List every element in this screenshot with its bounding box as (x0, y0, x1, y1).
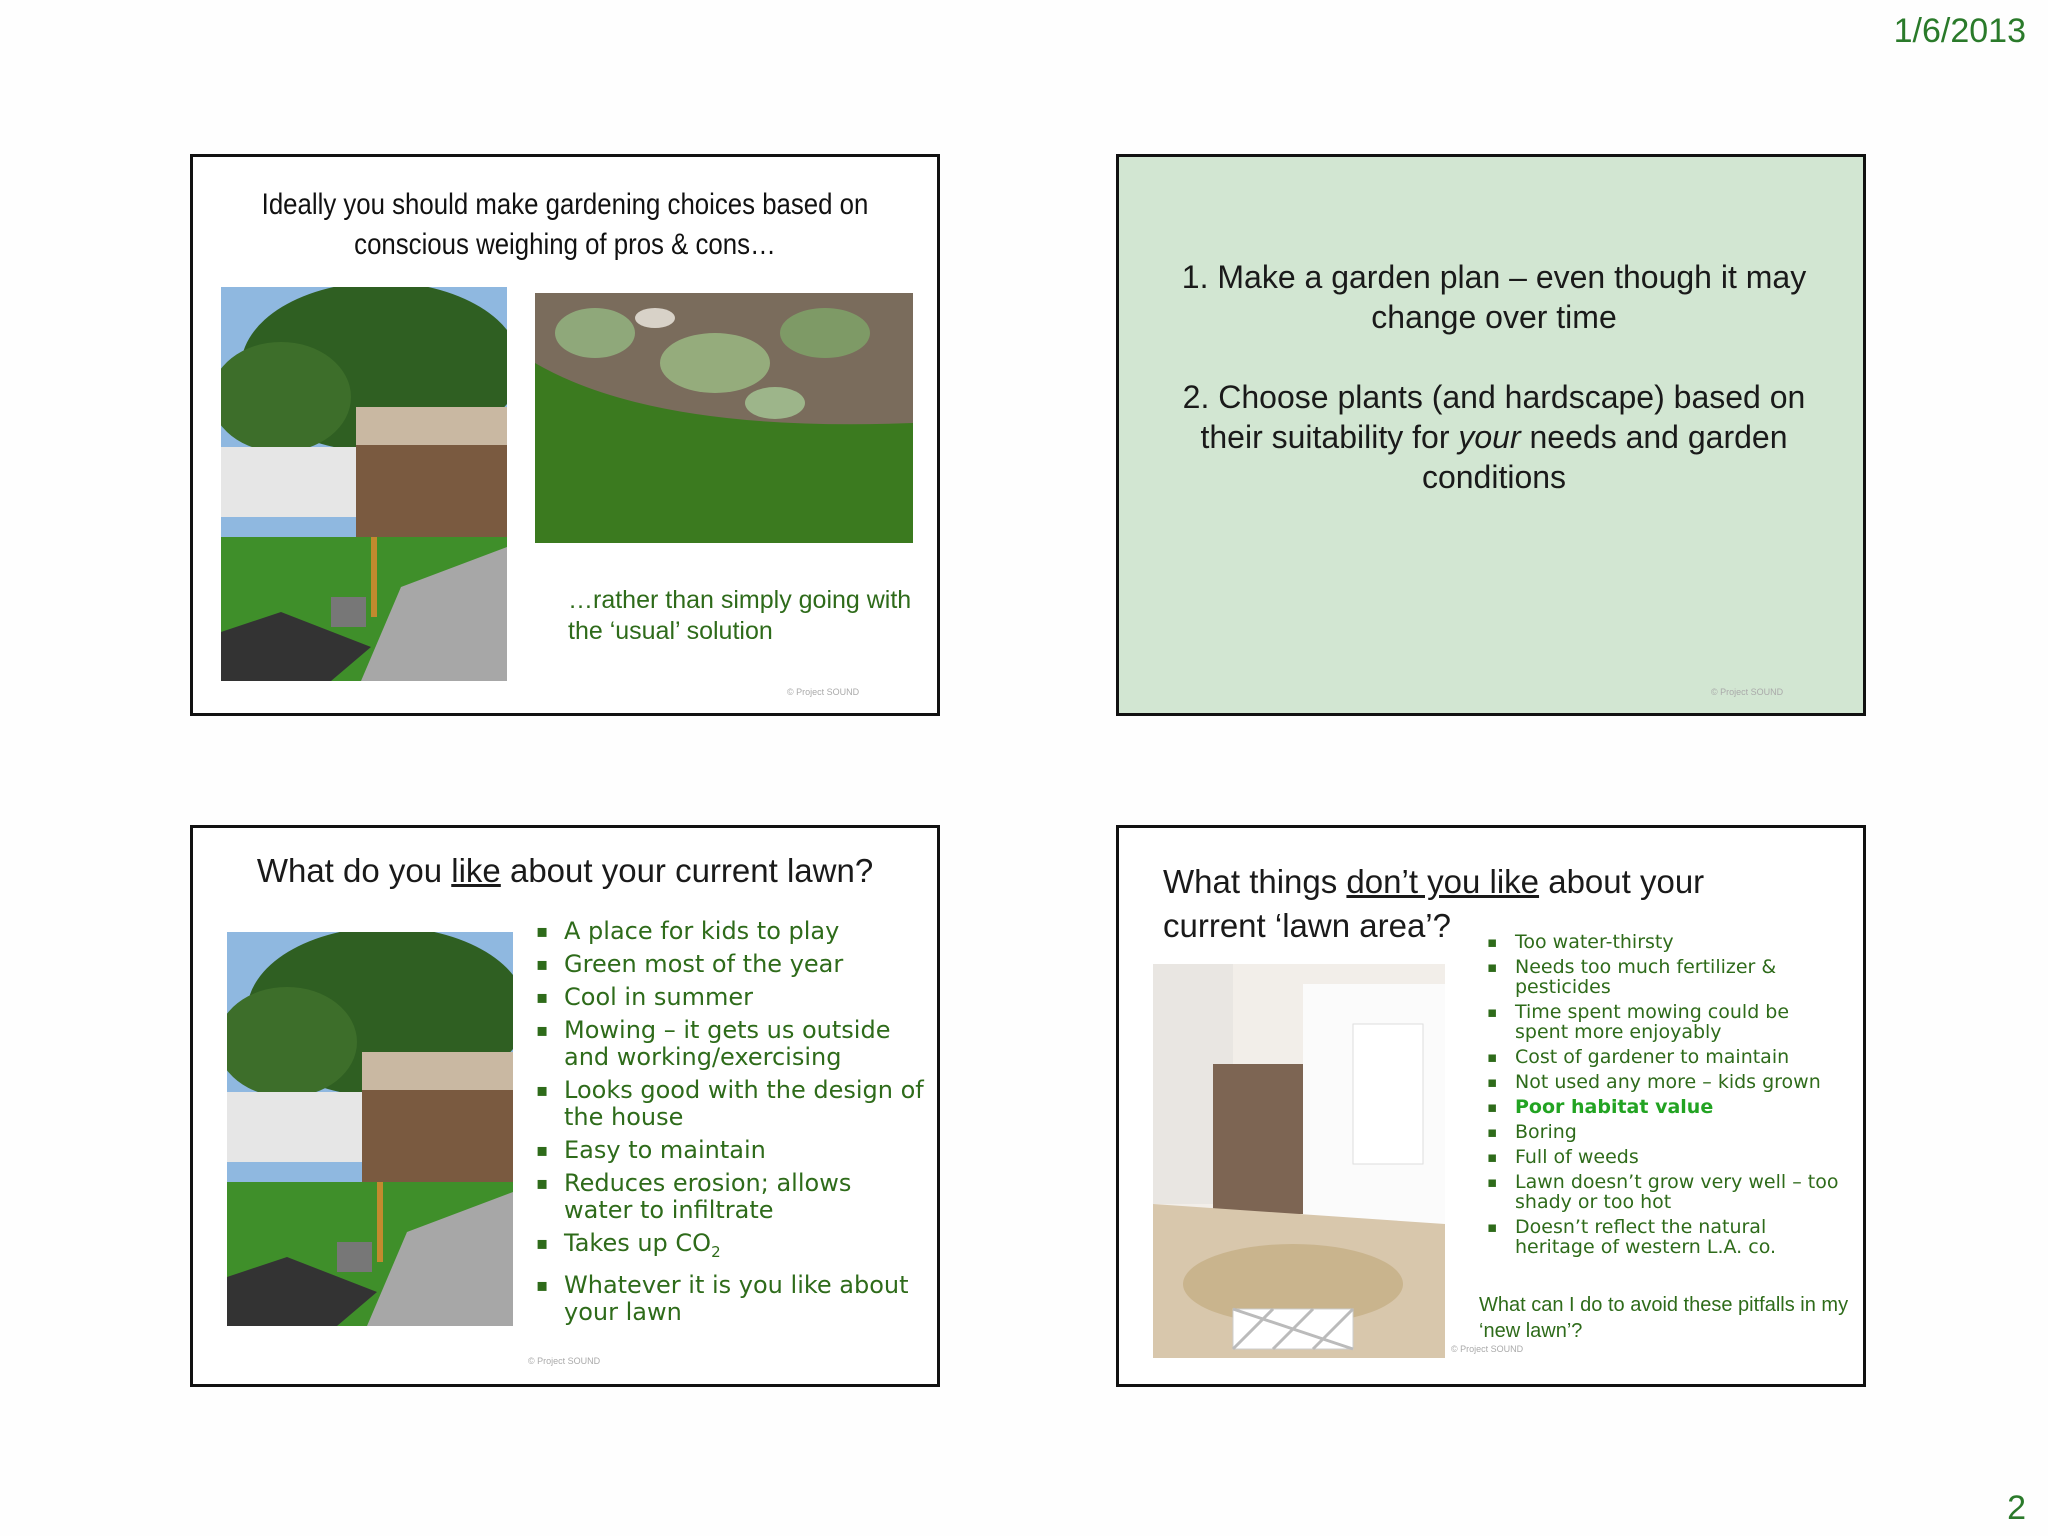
point-2: 2. Choose plants (and hardscape) based on their suitability for your needs and garden conditions (1182, 379, 1806, 495)
slide-4-question: What can I do to avoid these pitfalls in my ‘new lawn’? (1479, 1294, 1849, 1342)
slide-2 (1116, 154, 1866, 716)
list-item: ▪ Whatever it is you like about your lawn (536, 1272, 926, 1326)
list-item: ▪ Lawn doesn’t grow very well – too shady or too hot (1487, 1172, 1847, 1212)
slide-2-copyright: © Project SOUND (1711, 687, 1784, 697)
list-item: ▪ Cool in summer (536, 984, 926, 1011)
list-item: ▪ Green most of the year (536, 951, 926, 978)
slide-1-title: Ideally you should make gardening choices based on conscious weighing of pros & cons… (261, 188, 869, 261)
list-item: ▪ Full of weeds (1487, 1147, 1847, 1167)
ornamental-grass-garden-photo (535, 293, 913, 543)
list-item: ▪ Easy to maintain (536, 1137, 926, 1164)
page-date: 1/6/2013 (1893, 12, 2026, 50)
slide-1-copyright: © Project SOUND (787, 687, 860, 697)
backyard-lawn-photo (221, 287, 507, 681)
slide-4 (1116, 825, 1866, 1387)
slide-1-caption: …rather than simply going with the ‘usual’ solution (568, 586, 912, 645)
slide-2-points (1159, 257, 1829, 537)
side-yard-photo (1153, 964, 1445, 1358)
slide-3-copyright: © Project SOUND (528, 1356, 601, 1366)
list-item: ▪ Doesn’t reflect the natural heritage of western L.A. co. (1487, 1217, 1847, 1257)
list-item: ▪ Cost of gardener to maintain (1487, 1047, 1847, 1067)
slide-4-title: What things don’t you like about your current ‘lawn area’? (1163, 863, 1705, 944)
list-item: ▪ Takes up $CO_2$ (536, 1230, 926, 1266)
page-number: 2 (2007, 1489, 2026, 1527)
list-item: ▪ Looks good with the design of the house (536, 1077, 926, 1131)
list-item: ▪ Needs too much fertilizer & pesticides (1487, 957, 1847, 997)
point-1: 1. Make a garden plan – even though it may change over time (1181, 259, 1807, 335)
slide-3 (190, 825, 940, 1387)
list-item: ▪ Not used any more – kids grown (1487, 1072, 1847, 1092)
backyard-lawn-photo (227, 932, 513, 1326)
list-item: ▪ Boring (1487, 1122, 1847, 1142)
likes-list (536, 918, 926, 1332)
list-item: ▪ Poor habitat value (1487, 1097, 1847, 1117)
dislikes-list (1487, 932, 1847, 1262)
slide-1 (190, 154, 940, 716)
slide-3-title: What do you like about your current lawn? (256, 852, 874, 889)
list-item: ▪ A place for kids to play (536, 918, 926, 945)
list-item: ▪ Mowing – it gets us outside and working/exercising (536, 1017, 926, 1071)
slide-4-copyright: © Project SOUND (1451, 1344, 1524, 1354)
list-item: ▪ Reduces erosion; allows water to infiltrate (536, 1170, 926, 1224)
list-item: ▪ Too water-thirsty (1487, 932, 1847, 952)
list-item: ▪ Time spent mowing could be spent more enjoyably (1487, 1002, 1847, 1042)
